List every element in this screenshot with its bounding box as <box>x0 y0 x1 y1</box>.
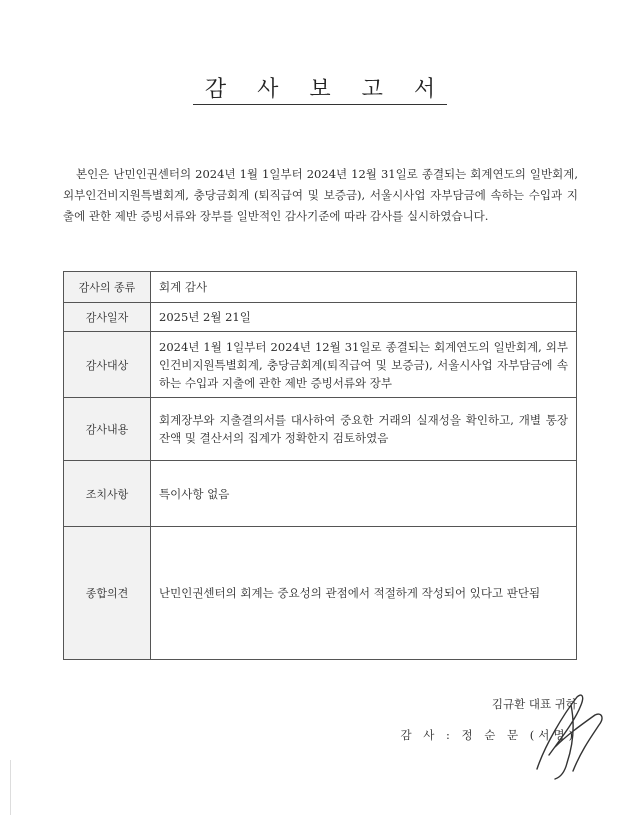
row-value: 2025년 2월 21일 <box>151 303 577 332</box>
table-row <box>64 527 577 660</box>
audit-table <box>63 271 577 660</box>
row-value: 2024년 1월 1일부터 2024년 12월 31일로 종결되는 회계연도의 일반회계, 외부인건비지원특별회계, 충당금회계(퇴직급여 및 보증금), 서울시사업 자부담금에 속하는 수입과 지출에 관한 제반 증빙서류와 장부 <box>151 332 577 398</box>
row-label: 감사내용 <box>64 398 151 461</box>
row-value: 회계장부와 지출결의서를 대사하여 중요한 거래의 실재성을 확인하고, 개별 통장잔액 및 결산서의 집계가 정확한지 검토하였음 <box>151 398 577 461</box>
document-title <box>0 72 640 103</box>
title-text: 감 사 보 고 서 <box>193 77 447 105</box>
row-label: 감사일자 <box>64 303 151 332</box>
row-label: 감사의 종류 <box>64 272 151 303</box>
table-row <box>64 461 577 527</box>
row-label: 종합의견 <box>64 527 151 660</box>
table-row <box>64 272 577 303</box>
table-row <box>64 332 577 398</box>
row-label: 조치사항 <box>64 461 151 527</box>
table-row <box>64 398 577 461</box>
handwritten-signature <box>515 685 615 785</box>
row-label: 감사대상 <box>64 332 151 398</box>
row-value: 특이사항 없음 <box>151 461 577 527</box>
addressee-line: 김규환 대표 귀하 <box>491 697 577 711</box>
intro-paragraph: 본인은 난민인권센터의 2024년 1월 1일부터 2024년 12월 31일로 종결되는 회계연도의 일반회계, 외부인건비지원특별회계, 충당금회계 (퇴직급여 및 보증금), 서울시사업 자부담금에 속하는 수입과 지출에 관한 제반 증빙서류와 장부를 일반적인 감사기준에 따라 감사를 실시하였습니다. <box>63 166 578 223</box>
scan-edge-line <box>10 760 11 815</box>
auditor-line: 감 사 : 정 순 문 (서명) <box>400 728 577 742</box>
row-value: 난민인권센터의 회계는 중요성의 관점에서 적절하게 작성되어 있다고 판단됨 <box>151 527 577 660</box>
table-row <box>64 303 577 332</box>
row-value: 회계 감사 <box>151 272 577 303</box>
